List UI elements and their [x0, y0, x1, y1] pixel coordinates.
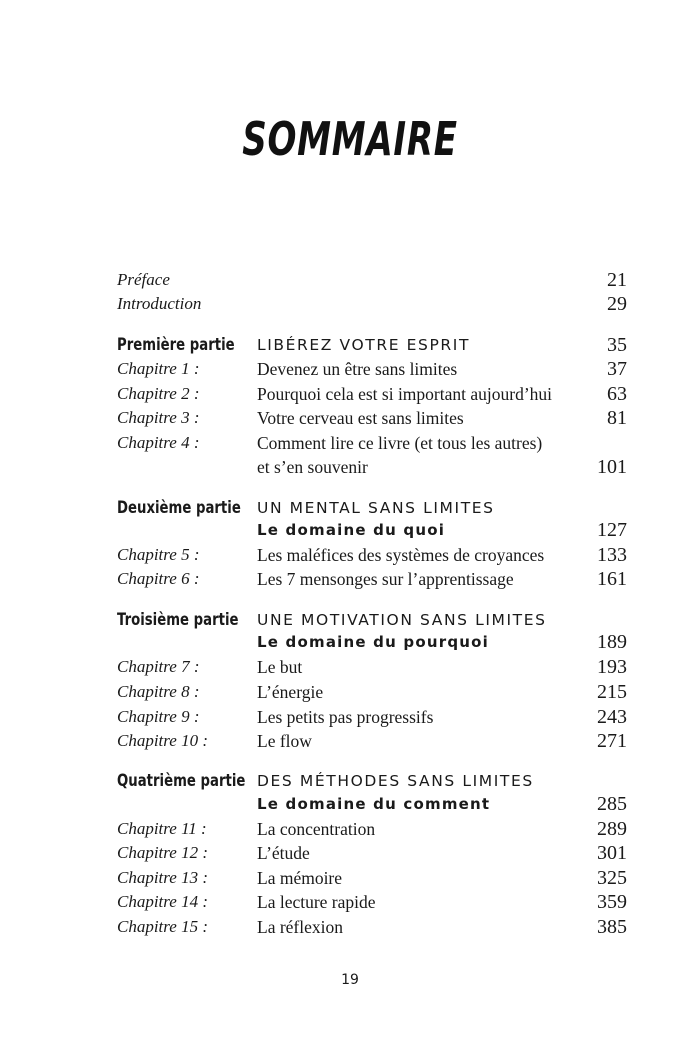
chapter-label: Chapitre 14 :	[117, 892, 208, 911]
toc-chapter	[117, 567, 627, 591]
toc-part-4	[117, 769, 627, 793]
chapter-label: Chapitre 1 :	[117, 359, 200, 378]
chapter-title: Le but	[257, 657, 303, 677]
toc-part-2	[117, 496, 627, 520]
chapter-title: Les maléfices des systèmes de croyances	[257, 545, 545, 565]
chapter-title-continuation: et s’en souvenir	[257, 457, 368, 477]
part-domain: Le domaine du pourquoi	[257, 633, 489, 651]
chapter-page: 301	[597, 842, 627, 864]
chapter-label: Chapitre 9 :	[117, 707, 200, 726]
chapter-title: La lecture rapide	[257, 892, 376, 912]
page-number: 19	[341, 972, 359, 988]
chapter-title: Pourquoi cela est si important aujourd’hui	[257, 384, 553, 404]
chapter-label: Chapitre 12 :	[117, 843, 208, 862]
chapter-label: Chapitre 6 :	[117, 569, 200, 588]
chapter-page: 101	[597, 456, 627, 478]
toc-chapter	[117, 890, 627, 914]
part-domain: Le domaine du comment	[257, 795, 491, 813]
part-label: Deuxième partie	[117, 498, 241, 518]
toc-chapter	[117, 406, 627, 430]
chapter-title: Le flow	[257, 731, 312, 751]
toc-part-domain	[117, 518, 627, 542]
chapter-title: Les petits pas progressifs	[257, 707, 434, 727]
chapter-label: Chapitre 5 :	[117, 545, 200, 564]
part-title: UN MENTAL SANS LIMITES	[257, 499, 495, 517]
chapter-page: 385	[597, 916, 627, 938]
part-label: Première partie	[117, 335, 235, 355]
chapter-title: La concentration	[257, 819, 376, 839]
entry-label: Introduction	[117, 294, 202, 313]
chapter-title: Comment lire ce livre (et tous les autres)	[257, 433, 543, 453]
toc-chapter	[117, 680, 627, 704]
chapter-title: La réflexion	[257, 917, 343, 937]
toc-entry-introduction	[117, 292, 627, 316]
toc-chapter	[117, 431, 627, 455]
chapter-page: 161	[597, 568, 627, 590]
toc-chapter-continuation	[117, 455, 627, 479]
chapter-label: Chapitre 10 :	[117, 731, 208, 750]
chapter-page: 81	[607, 407, 627, 429]
part-page: 189	[597, 631, 627, 653]
toc-part-1	[117, 333, 627, 357]
chapter-title: Devenez un être sans limites	[257, 359, 458, 379]
chapter-title: L’énergie	[257, 682, 324, 702]
chapter-label: Chapitre 15 :	[117, 917, 208, 936]
chapter-label: Chapitre 13 :	[117, 868, 208, 887]
chapter-title: La mémoire	[257, 868, 343, 888]
toc-chapter	[117, 655, 627, 679]
toc-chapter	[117, 543, 627, 567]
chapter-label: Chapitre 7 :	[117, 657, 200, 676]
part-page: 285	[597, 793, 627, 815]
toc-entry-preface	[117, 268, 627, 292]
page-title: SOMMAIRE	[242, 112, 458, 166]
toc-chapter	[117, 915, 627, 939]
entry-page: 21	[607, 269, 627, 291]
toc-chapter	[117, 357, 627, 381]
chapter-page: 37	[607, 358, 627, 380]
toc-part-3	[117, 608, 627, 632]
chapter-label: Chapitre 11 :	[117, 819, 207, 838]
chapter-title: Les 7 mensonges sur l’apprentissage	[257, 569, 514, 589]
chapter-label: Chapitre 3 :	[117, 408, 200, 427]
toc-chapter	[117, 841, 627, 865]
chapter-page: 271	[597, 730, 627, 752]
part-label: Quatrième partie	[117, 771, 246, 791]
chapter-page: 215	[597, 681, 627, 703]
chapter-page: 193	[597, 656, 627, 678]
chapter-title: Votre cerveau est sans limites	[257, 408, 464, 428]
part-title: UNE MOTIVATION SANS LIMITES	[257, 611, 547, 629]
chapter-page: 63	[607, 383, 627, 405]
chapter-page: 359	[597, 891, 627, 913]
chapter-page: 133	[597, 544, 627, 566]
chapter-page: 243	[597, 706, 627, 728]
chapter-label: Chapitre 2 :	[117, 384, 200, 403]
toc-chapter	[117, 817, 627, 841]
toc-chapter	[117, 382, 627, 406]
part-domain: Le domaine du quoi	[257, 521, 446, 539]
part-page: 127	[597, 519, 627, 541]
toc-chapter	[117, 705, 627, 729]
part-title: LIBÉREZ VOTRE ESPRIT	[257, 336, 471, 354]
toc-part-domain	[117, 630, 627, 654]
chapter-title: L’étude	[257, 843, 310, 863]
chapter-label: Chapitre 4 :	[117, 433, 200, 452]
part-label: Troisième partie	[117, 610, 239, 630]
entry-page: 29	[607, 293, 627, 315]
part-page: 35	[607, 334, 627, 356]
chapter-label: Chapitre 8 :	[117, 682, 200, 701]
toc-chapter	[117, 729, 627, 753]
part-title: DES MÉTHODES SANS LIMITES	[257, 772, 534, 790]
chapter-page: 325	[597, 867, 627, 889]
entry-label: Préface	[117, 270, 170, 289]
toc-part-domain	[117, 792, 627, 816]
toc-chapter	[117, 866, 627, 890]
chapter-page: 289	[597, 818, 627, 840]
